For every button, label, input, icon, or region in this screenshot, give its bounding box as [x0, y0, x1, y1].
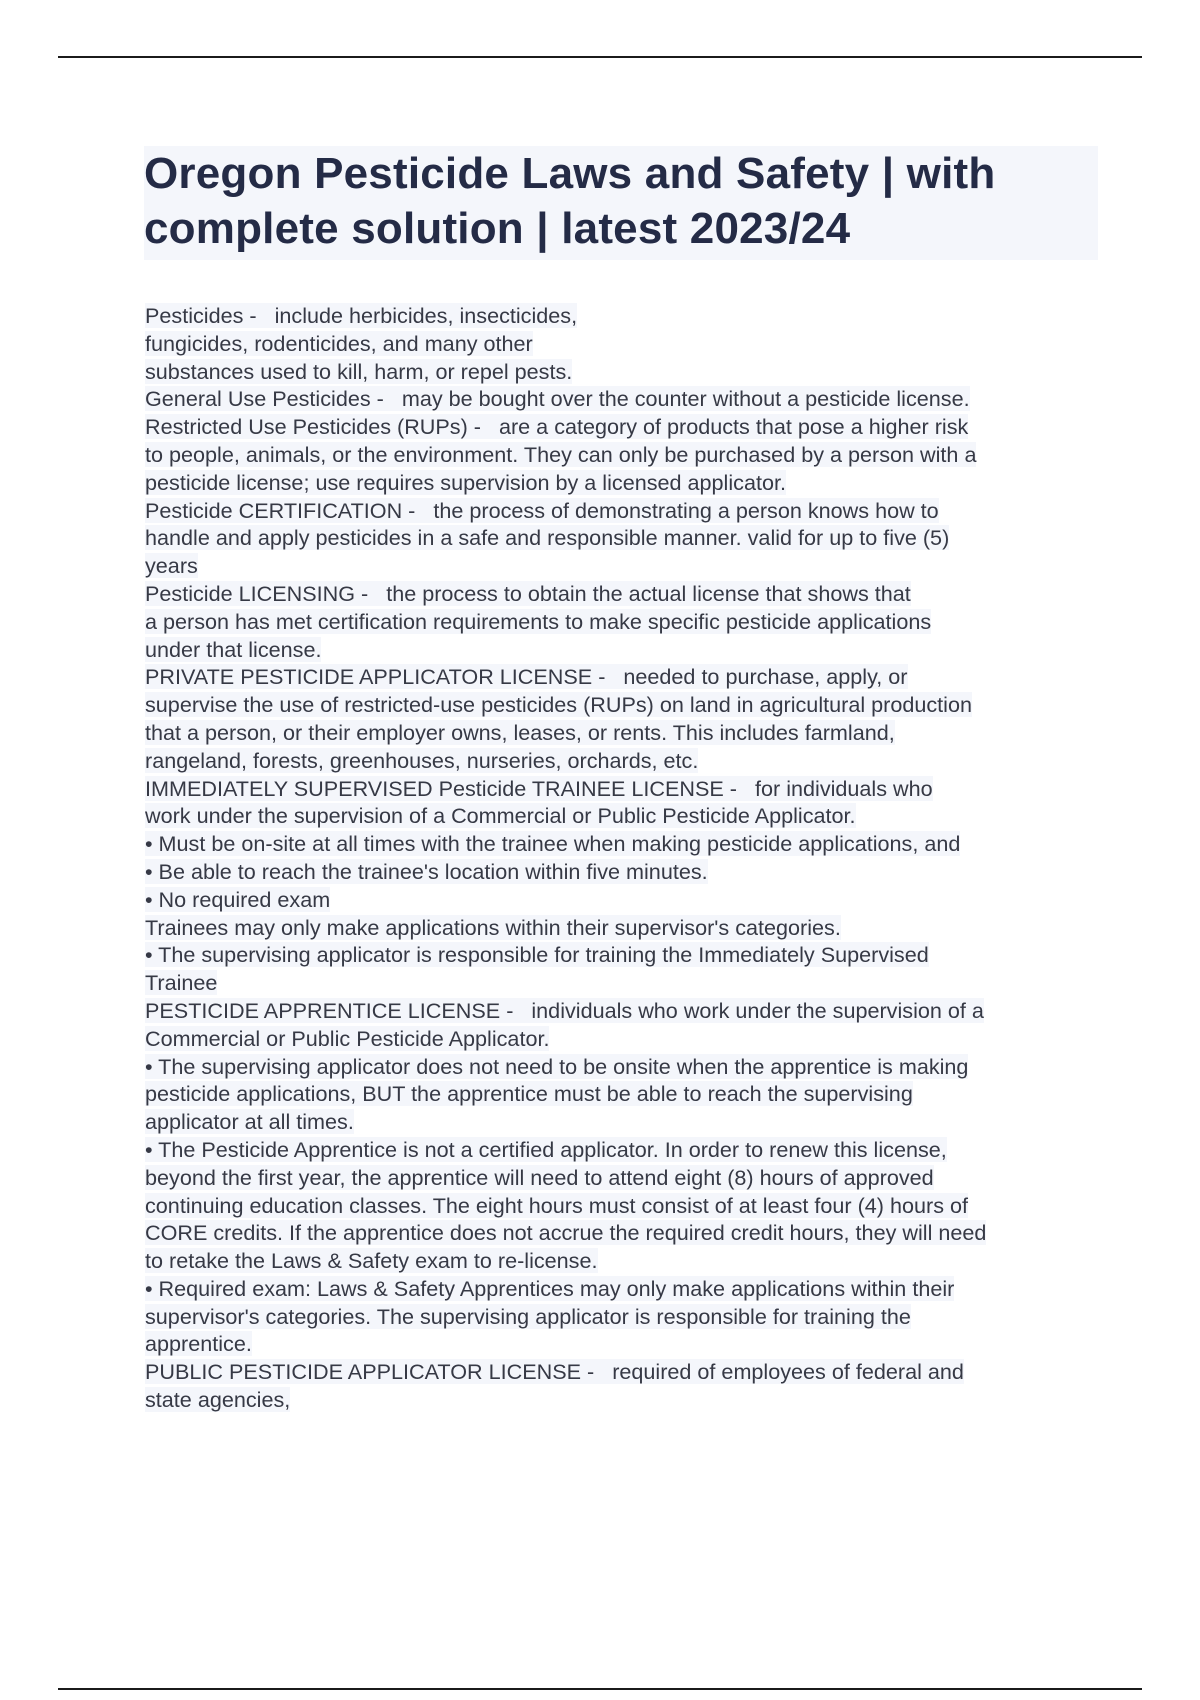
body-line-text: years: [145, 553, 198, 579]
body-line-text: • Must be on-site at all times with the trainee when making pesticide applications, and: [145, 831, 961, 857]
title-line: complete solution | latest 2023/24: [144, 204, 851, 253]
body-line: [145, 1080, 1097, 1108]
body-line-text: pesticide applications, BUT the apprentice must be able to reach the supervising: [145, 1081, 913, 1107]
body-line-text: to retake the Laws & Safety exam to re-license.: [145, 1248, 598, 1274]
body-line: [145, 552, 1097, 580]
body-line-text: Pesticides - include herbicides, insecticides,: [145, 303, 578, 328]
body-line-text: to people, animals, or the environment. They can only be purchased by a person with a: [145, 441, 977, 467]
body-line: [145, 441, 1097, 469]
body-line: [145, 830, 1097, 858]
body-line-text: Pesticide CERTIFICATION - the process of demonstrating a person knows how to: [145, 497, 939, 523]
body-line-text: General Use Pesticides - may be bought over the counter without a pesticide license.: [145, 386, 970, 412]
body-line-text: beyond the first year, the apprentice will need to attend eight (8) hours of approved: [145, 1164, 934, 1190]
body-line: [145, 1358, 1097, 1386]
body-line-text: CORE credits. If the apprentice does not accrue the required credit hours, they will need: [145, 1220, 987, 1246]
body-line: [145, 1386, 1097, 1414]
body-line: [145, 775, 1097, 803]
body-line: [145, 524, 1097, 552]
body-line: [145, 608, 1097, 636]
body-line: [145, 1136, 1097, 1164]
body-line-text: supervisor's categories. The supervising applicator is responsible for training the: [145, 1303, 911, 1329]
top-rule: [58, 56, 1142, 58]
body-line: [145, 302, 1097, 330]
body-line-text: Trainee: [145, 970, 218, 996]
body-line: [145, 941, 1097, 969]
body-line: [145, 719, 1097, 747]
body-line: [145, 747, 1097, 775]
body-line: [145, 413, 1097, 441]
body-line: [145, 997, 1097, 1025]
body-line: [145, 914, 1097, 942]
body-line: [145, 858, 1097, 886]
body-line: [145, 1247, 1097, 1275]
body-line-text: substances used to kill, harm, or repel pests.: [145, 358, 573, 384]
body-line-text: under that license.: [145, 636, 322, 662]
title-block: [144, 146, 1098, 260]
body-line-text: PRIVATE PESTICIDE APPLICATOR LICENSE - needed to purchase, apply, or: [145, 664, 908, 690]
body-line: [145, 1330, 1097, 1358]
body-line-text: Trainees may only make applications within their supervisor's categories.: [145, 914, 841, 940]
title-line: Oregon Pesticide Laws and Safety | with: [144, 149, 996, 198]
body-line: [145, 580, 1097, 608]
body-line-text: state agencies,: [145, 1387, 291, 1413]
body-line: [145, 1164, 1097, 1192]
body-line-text: apprentice.: [145, 1331, 252, 1357]
body-line-text: PESTICIDE APPRENTICE LICENSE - individuals who work under the supervision of a: [145, 997, 984, 1023]
body-line-text: applicator at all times.: [145, 1109, 354, 1135]
body-line-text: that a person, or their employer owns, leases, or rents. This includes farmland,: [145, 719, 895, 745]
body-line-text: work under the supervision of a Commercial or Public Pesticide Applicator.: [145, 803, 856, 829]
body-line-text: • Be able to reach the trainee's location within five minutes.: [145, 858, 708, 884]
body-line-text: PUBLIC PESTICIDE APPLICATOR LICENSE - required of employees of federal and: [145, 1359, 964, 1385]
body-line-text: • The supervising applicator does not need to be onsite when the apprentice is making: [145, 1053, 969, 1079]
document-title: [144, 146, 1092, 256]
body-line: [145, 1303, 1097, 1331]
body-line: [145, 663, 1097, 691]
body-line-text: rangeland, forests, greenhouses, nurseries, orchards, etc.: [145, 747, 699, 773]
body-line: [145, 469, 1097, 497]
body-line-text: Commercial or Public Pesticide Applicator.: [145, 1025, 550, 1051]
body-line-text: • The supervising applicator is responsible for training the Immediately Supervised: [145, 942, 929, 968]
body-line-text: • The Pesticide Apprentice is not a certified applicator. In order to renew this license,: [145, 1136, 947, 1162]
body-line: [145, 358, 1097, 386]
body-line: [145, 886, 1097, 914]
body-line: [145, 1219, 1097, 1247]
body-line: [145, 969, 1097, 997]
body-line-text: • No required exam: [145, 886, 331, 912]
body-line: [145, 497, 1097, 525]
body-line-text: supervise the use of restricted-use pesticides (RUPs) on land in agricultural production: [145, 692, 972, 718]
body-line: [145, 802, 1097, 830]
body-line: [145, 330, 1097, 358]
body-line: [145, 1025, 1097, 1053]
body-line: [145, 636, 1097, 664]
body-line: [145, 1275, 1097, 1303]
body-line: [145, 1192, 1097, 1220]
body-line-text: a person has met certification requirements to make specific pesticide applications: [145, 608, 932, 634]
body-line-text: Restricted Use Pesticides (RUPs) - are a category of products that pose a higher risk: [145, 414, 969, 440]
body-line: [145, 385, 1097, 413]
body-line-text: • Required exam: Laws & Safety Apprentices may only make applications within their: [145, 1275, 955, 1301]
body-line: [145, 691, 1097, 719]
body-line-text: continuing education classes. The eight hours must consist of at least four (4) hours of: [145, 1192, 969, 1218]
body-line-text: Pesticide LICENSING - the process to obtain the actual license that shows that: [145, 580, 911, 606]
body-line-text: handle and apply pesticides in a safe and responsible manner. valid for up to five (5): [145, 525, 950, 551]
bottom-rule: [58, 1688, 1142, 1690]
body-line: [145, 1108, 1097, 1136]
body-line-text: IMMEDIATELY SUPERVISED Pesticide TRAINEE LICENSE - for individuals who: [145, 775, 933, 801]
body-line: [145, 1053, 1097, 1081]
document-body: [145, 302, 1097, 1414]
body-line-text: fungicides, rodenticides, and many other: [145, 330, 533, 356]
body-line-text: pesticide license; use requires supervision by a licensed applicator.: [145, 469, 786, 495]
